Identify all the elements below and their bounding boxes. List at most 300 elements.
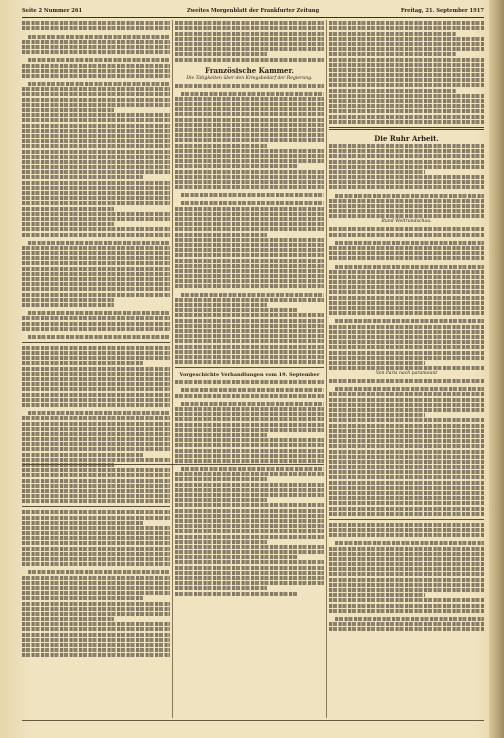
column-3-text-block-e [329,523,484,632]
text-line [22,201,170,205]
text-line [175,154,324,158]
text-line [22,453,143,457]
text-line [175,514,324,518]
newspaper-masthead: Zweites Morgenblatt der Frankfurter Zeitung [186,8,320,14]
text-line [22,191,170,195]
text-line [329,340,484,344]
section-rule [175,367,324,368]
text-line [329,89,456,93]
text-line [329,622,484,626]
text-line [329,180,484,184]
text-line [175,493,324,497]
text-line [329,330,484,334]
text-line [329,578,484,582]
text-line [329,165,484,169]
text-line [22,251,170,255]
text-line [329,424,484,428]
text-line [175,164,297,168]
text-line [175,454,324,458]
text-line [22,287,170,291]
text-line [22,256,170,260]
paragraph-gap [175,197,324,200]
text-line [175,407,324,411]
text-line [181,402,324,406]
text-line [175,339,324,343]
text-line [329,26,484,30]
text-line [22,617,114,621]
text-line [22,372,170,376]
text-line [22,521,143,525]
column-2 [175,20,324,720]
paragraph-gap [175,189,324,192]
text-line [22,207,114,211]
text-line [175,345,324,349]
text-line [175,498,267,502]
text-line [329,598,484,602]
text-line [22,591,170,595]
text-line [329,227,484,231]
section-rule [329,127,484,130]
text-line [175,233,267,237]
text-line [335,194,484,198]
text-line [329,204,484,208]
text-line [22,118,170,122]
text-line [22,427,170,431]
text-line [22,170,170,174]
text-line [329,460,484,464]
text-line [28,82,170,86]
text-line [22,277,170,281]
text-line [329,507,484,511]
text-line [175,222,324,226]
paragraph-gap [22,54,170,57]
text-line [22,377,170,381]
header-rule [22,17,484,18]
paragraph-gap [329,260,484,263]
article-headline: Die Ruhr Arbeit. [374,133,439,143]
text-line [22,282,170,286]
text-line [329,115,484,119]
text-line [22,134,170,138]
text-line [22,129,170,133]
text-line [329,251,484,255]
text-line [329,481,484,485]
text-line [329,450,484,454]
text-line [22,489,170,493]
text-line [329,496,484,500]
text-line [175,334,324,338]
text-line [175,269,324,273]
paragraph-gap [175,398,324,401]
article-headline: Französische Kammer. [205,65,294,75]
text-line [22,144,170,148]
article-headline: Vorgeschichte Verhandlungen vom 19. September [179,372,320,379]
text-line [175,360,324,364]
text-line [329,94,484,98]
text-line [22,298,114,302]
text-line [329,170,425,174]
text-line [175,248,324,252]
text-line [329,567,484,571]
text-line [22,64,170,68]
text-line [175,433,267,437]
text-line [329,52,456,56]
text-line [329,486,484,490]
text-line [175,449,324,453]
text-line [22,510,170,514]
text-line [329,109,484,113]
text-line [175,42,324,46]
text-line [175,592,297,596]
text-line [22,576,170,580]
text-line [175,21,324,25]
text-line [22,103,170,107]
text-line [175,529,324,533]
text-line [22,458,170,462]
text-line [175,535,324,539]
section-rule [22,342,170,343]
text-line [22,45,170,49]
text-line [175,545,324,549]
footer-rule [22,720,484,721]
paragraph-gap [22,78,170,81]
text-line [175,483,324,487]
text-line [22,447,170,451]
text-line [329,429,484,433]
text-line [329,403,484,407]
text-line [22,607,170,611]
text-line [329,418,484,422]
text-line [22,181,170,185]
text-line [28,570,170,574]
text-line [22,367,170,371]
page-edge-shadow [489,0,504,738]
column-1-text-block-c [22,510,170,657]
text-line [335,319,484,323]
text-line [175,144,267,148]
paragraph-gap [329,237,484,240]
text-line [22,622,170,626]
text-line [22,552,170,556]
text-line [28,411,170,415]
text-line [329,42,484,46]
text-line [175,102,324,106]
text-line [22,272,170,276]
text-line [22,165,170,169]
text-line [22,346,170,350]
article-subhead: Von Paris nach paramount [375,371,438,377]
text-line [28,241,170,245]
text-line [175,138,324,142]
paragraph-gap [329,315,484,318]
paragraph-gap [329,613,484,616]
text-line [22,581,170,585]
text-line [175,509,324,513]
text-line [175,540,267,544]
paragraph-gap [22,307,170,310]
text-line [175,576,324,580]
text-line [175,324,324,328]
text-line [329,547,484,551]
text-line [329,475,484,479]
text-line [22,108,114,112]
text-line [329,325,484,329]
text-line [329,583,484,587]
text-line [329,104,484,108]
text-line [175,355,324,359]
text-line [329,552,484,556]
text-line [181,201,324,205]
text-line [28,35,170,39]
text-line [22,638,170,642]
text-line [329,361,425,365]
text-line [175,259,324,263]
text-line [175,133,324,137]
text-line [329,160,484,164]
text-line [22,124,170,128]
paragraph-gap [22,566,170,569]
text-line [329,99,484,103]
column-2-text-block-b [175,84,324,365]
text-line [22,261,170,265]
text-line [22,442,170,446]
text-line [175,149,324,153]
text-line [329,392,484,396]
text-line [22,160,170,164]
text-line [175,443,324,447]
text-line [329,398,484,402]
column-3-text-block-d [329,379,484,516]
text-line [22,217,170,221]
text-line [329,434,484,438]
article-subhead: Rund Weltrundschau. [381,219,432,225]
text-line [329,290,484,294]
text-line [22,361,143,365]
text-line [329,120,484,124]
text-line [181,467,324,471]
column-1-text-block-b [22,346,170,503]
text-line [175,279,324,283]
text-line [28,58,170,62]
text-line [22,648,170,652]
text-line [22,547,170,551]
text-line [175,128,324,132]
text-line [22,627,170,631]
text-line [22,186,170,190]
text-line [175,107,324,111]
text-line [22,526,170,530]
text-line [28,335,170,339]
text-line [175,298,324,302]
text-line [22,246,170,250]
text-line [175,118,324,122]
text-line [329,465,484,469]
text-line [22,155,170,159]
text-line [329,47,484,51]
text-line [175,477,267,481]
text-line [22,293,170,297]
text-line [181,92,324,96]
text-line [175,159,324,163]
text-line [175,519,324,523]
text-line [175,417,324,421]
text-line [22,602,170,606]
text-line [329,209,484,213]
text-line [329,32,456,36]
text-line [22,387,170,391]
text-line [175,253,324,257]
text-line [175,586,267,590]
text-line [329,491,484,495]
text-line [329,73,484,77]
text-line [22,479,170,483]
paragraph-gap [22,30,170,33]
text-line [329,214,484,218]
text-line [22,531,170,535]
text-line [175,571,324,575]
text-line [28,311,170,315]
text-line [22,393,170,397]
text-line [329,572,484,576]
text-line [175,438,324,442]
text-line [22,227,170,231]
text-line [175,180,324,184]
paragraph-gap [175,384,324,387]
issue-date: Freitag, 21. September 1917 [400,8,484,14]
text-line [175,303,267,307]
text-line [329,413,425,417]
text-line [175,412,324,416]
text-line [181,388,324,392]
text-line [329,627,484,631]
text-line [329,588,484,592]
text-line [22,139,170,143]
text-line [329,470,484,474]
text-line [22,612,170,616]
text-line [22,196,170,200]
text-line [175,58,324,62]
paragraph-gap [175,288,324,291]
text-line [175,212,324,216]
text-line [329,512,484,516]
text-line [181,293,324,297]
text-line [22,536,170,540]
article-subhead: Die Tätigkeiten über den Kriegsbedarf der Regierung. [186,75,313,81]
text-line [22,351,170,355]
text-line [175,555,297,559]
column-3-text-block-b [329,144,484,218]
text-line [329,58,484,62]
text-line [329,68,484,72]
text-line [175,560,324,564]
text-line [22,484,170,488]
text-line [22,416,170,420]
text-line [22,322,170,326]
text-line [329,270,484,274]
text-line [22,92,170,96]
paragraph-gap [22,407,170,410]
text-line [175,550,324,554]
text-line [329,175,484,179]
text-line [175,264,324,268]
text-line [175,37,324,41]
text-line [22,382,170,386]
text-line [22,21,170,25]
text-line [329,301,484,305]
text-line [175,488,324,492]
text-line [175,217,324,221]
text-line [22,98,170,102]
text-line [22,69,170,73]
text-line [329,439,484,443]
text-line [22,356,170,360]
text-line [329,306,484,310]
text-line [22,398,170,402]
text-line [329,408,484,412]
text-line [22,516,170,520]
text-line [175,472,324,476]
text-line [329,199,484,203]
text-line [22,643,170,647]
text-line [329,593,425,597]
text-line [329,275,484,279]
text-line [329,366,484,370]
text-line [335,617,484,621]
column-3-text-block-c [329,227,484,370]
text-line [335,265,484,269]
text-line [175,566,324,570]
text-line [175,274,324,278]
text-line [22,316,170,320]
column-divider-2 [326,20,327,718]
text-line [22,473,170,477]
text-line [329,345,484,349]
text-line [22,150,170,154]
text-line [175,319,324,323]
page-number-label: Seite 2 Nummer 261 [22,8,83,14]
text-line [329,444,484,448]
text-line [175,329,324,333]
text-line [175,112,324,116]
text-line [329,296,484,300]
paragraph-gap [329,537,484,540]
text-line [22,175,143,179]
text-line [22,586,170,590]
section-rule [22,506,170,507]
text-line [175,428,324,432]
text-line [22,437,170,441]
text-line [329,154,484,158]
text-line [175,524,324,528]
text-line [175,423,324,427]
paragraph-gap [329,189,484,192]
text-line [329,37,484,41]
paragraph-gap [329,383,484,386]
text-line [335,541,484,545]
text-line [175,350,324,354]
paragraph-gap [22,237,170,240]
text-line [329,78,484,82]
text-line [22,222,114,226]
text-line [22,432,170,436]
column-3-text-block-a [329,21,484,124]
section-rule [329,519,484,520]
text-line [22,633,170,637]
text-line [22,557,170,561]
text-line [329,83,484,87]
text-line [175,313,324,317]
text-line [175,308,297,312]
